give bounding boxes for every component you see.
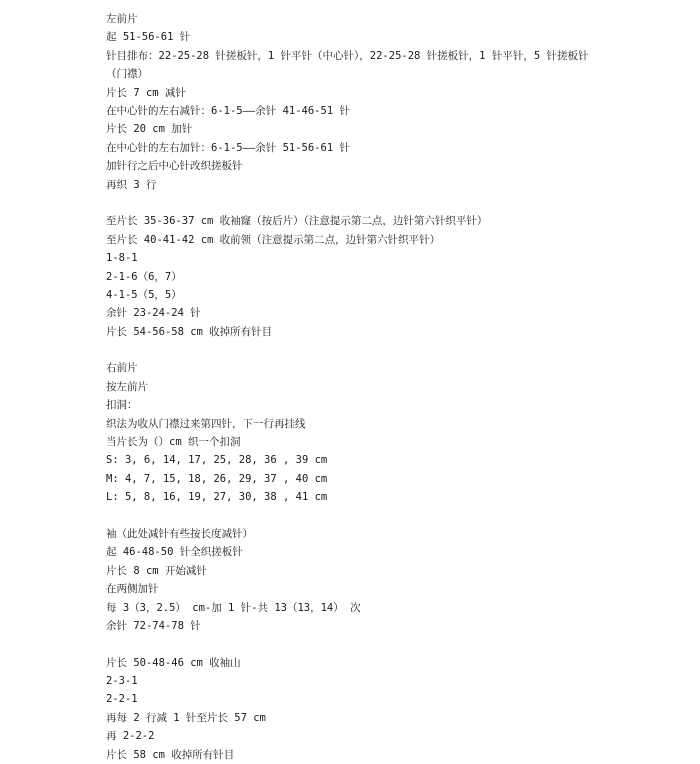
text-line: 再 2-2-2 (106, 730, 155, 743)
text-line: 起 46-48-50 针全织搓板针 (106, 546, 243, 559)
text-line: 片长 7 cm 减针 (106, 86, 186, 99)
text-line: 每 3（3，2.5） cm-加 1 针-共 13（13，14） 次 (106, 601, 361, 614)
text-line: 4-1-5（5，5） (106, 288, 182, 301)
text-line: 片长 8 cm 开始减针 (106, 564, 207, 577)
text-line: 片长 50-48-46 cm 收袖山 (106, 656, 241, 669)
text-line: 在中心针的左右加针：6-1-5——余针 51-56-61 针 (106, 141, 350, 154)
text-line: 余针 72-74-78 针 (106, 619, 201, 632)
paragraph-gap (106, 507, 606, 525)
text-line: 至片长 40-41-42 cm 收前领（注意提示第二点，边针第六针织平针） (106, 233, 441, 246)
text-line: 片长 58 cm 收掉所有针目 (106, 748, 235, 761)
size-l-line: L: 5, 8, 16, 19, 27, 30, 38 , 41 cm (106, 491, 328, 504)
text-line: 起 51-56-61 针 (106, 31, 191, 44)
text-line: 2-1-6（6，7） (106, 270, 182, 283)
text-line: 按左前片 (106, 380, 148, 393)
paragraph-gap (106, 194, 606, 212)
text-line: 至片长 35-36-37 cm 收袖窿（按后片）（注意提示第二点，边针第六针织平针） (106, 215, 488, 228)
section-sleeve-cap (106, 654, 606, 764)
text-line: 1-8-1 (106, 252, 138, 265)
text-line: 余针 23-24-24 针 (106, 307, 201, 320)
text-line: 针目排布：22-25-28 针搓板针，1 针平针（中心针），22-25-28 针搓板针，1 针平针，5 针搓板针（门襟） (106, 49, 589, 81)
heading-left-front: 左前片 (106, 13, 138, 25)
text-line: 再织 3 行 (106, 178, 157, 191)
heading-sleeve: 袖（此处减针有些按长度减针） (106, 527, 253, 540)
size-s-line: S: 3, 6, 14, 17, 25, 28, 36 , 39 cm (106, 454, 328, 467)
section-left-front (106, 10, 606, 194)
text-line: 加针行之后中心针改织搓板针 (106, 160, 243, 173)
section-sleeve (106, 525, 606, 635)
paragraph-gap (106, 341, 606, 359)
pattern-document (106, 10, 606, 764)
section-right-front (106, 359, 606, 506)
paragraph-gap (106, 635, 606, 653)
text-line: 再每 2 行减 1 针至片长 57 cm (106, 711, 266, 724)
text-line: 在两侧加针 (106, 583, 159, 596)
text-line: 扣洞： (106, 399, 138, 412)
text-line: 2-3-1 (106, 675, 138, 688)
text-line: 织法为收从门襟过来第四针，下一行再挂线 (106, 417, 306, 430)
text-line: 当片长为（）cm 织一个扣洞 (106, 436, 241, 449)
text-line: 2-2-1 (106, 693, 138, 706)
size-m-line: M: 4, 7, 15, 18, 26, 29, 37 , 40 cm (106, 472, 328, 485)
heading-right-front: 右前片 (106, 362, 138, 375)
text-line: 片长 20 cm 加针 (106, 123, 193, 136)
section-armhole-neck (106, 212, 606, 341)
text-line: 片长 54-56-58 cm 收掉所有针目 (106, 325, 273, 338)
text-line: 在中心针的左右减针：6-1-5——余针 41-46-51 针 (106, 104, 350, 117)
